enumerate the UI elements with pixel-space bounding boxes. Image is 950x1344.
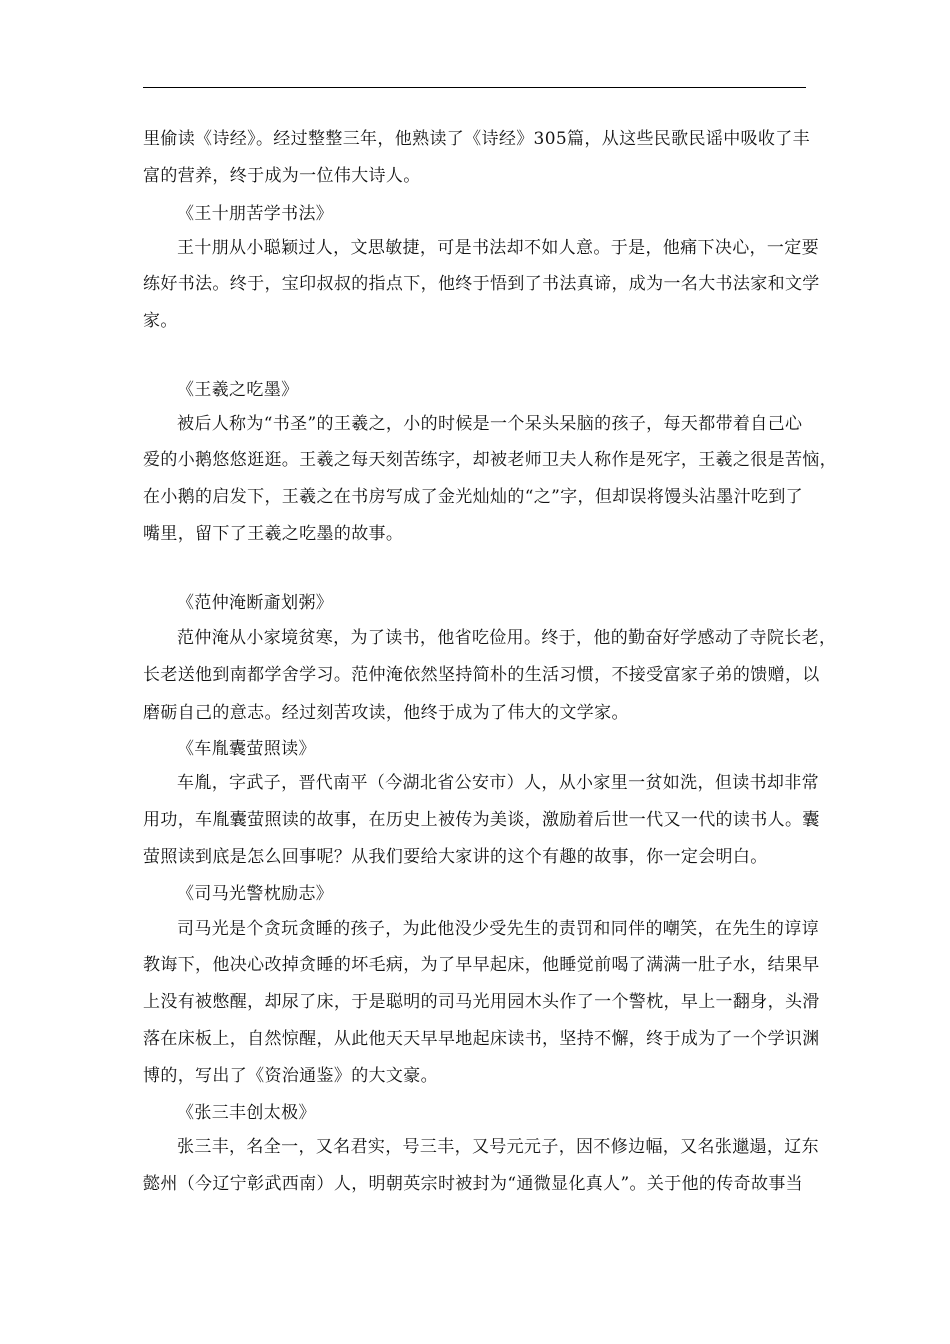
story-title: 《范仲淹断齑划粥》 [177, 593, 334, 613]
paragraph-line: 练好书法。终于，宝印叔叔的指点下，他终于悟到了书法真谛，成为一名大书法家和文学 [143, 274, 820, 294]
paragraph-line: 里偷读《诗经》。经过整整三年，他熟读了《诗经》305篇，从这些民歌民谣中吸收了丰 [143, 129, 810, 149]
paragraph-line: 王十朋从小聪颖过人，文思敏捷，可是书法却不如人意。于是，他痛下决心，一定要 [177, 238, 819, 258]
paragraph-line: 张三丰，名全一，又名君实，号三丰，又号元元子，因不修边幅，又名张邋遢，辽东 [177, 1137, 819, 1157]
paragraph-line: 司马光是个贪玩贪睡的孩子，为此他没少受先生的责罚和同伴的嘲笑，在先生的谆谆 [177, 919, 819, 939]
paragraph-line: 被后人称为“书圣”的王羲之，小的时候是一个呆头呆脑的孩子，每天都带着自己心 [177, 414, 803, 434]
story-title: 《王十朋苦学书法》 [177, 204, 334, 224]
paragraph-line: 在小鹅的启发下，王羲之在书房写成了金光灿灿的“之”字，但却误将馒头沾墨汁吃到了 [143, 487, 804, 507]
paragraph-line: 落在床板上，自然惊醒，从此他天天早早地起床读书，坚持不懈，终于成为了一个学识渊 [143, 1029, 820, 1049]
story-title: 《车胤囊萤照读》 [177, 739, 316, 759]
paragraph-line: 爱的小鹅悠悠逛逛。王羲之每天刻苦练字，却被老师卫夫人称作是死字，王羲之很是苦恼， [143, 450, 837, 470]
paragraph-line: 富的营养，终于成为一位伟大诗人。 [143, 166, 421, 186]
paragraph-line: 家。 [143, 311, 178, 331]
paragraph-line: 长老送他到南都学舍学习。范仲淹依然坚持简朴的生活习惯，不接受富家子弟的馈赠，以 [143, 665, 820, 685]
paragraph-line: 嘴里，留下了王羲之吃墨的故事。 [143, 524, 404, 544]
story-title: 《王羲之吃墨》 [177, 380, 299, 400]
paragraph-line: 博的，写出了《资治通鉴》的大文豪。 [143, 1066, 438, 1086]
paragraph-line: 上没有被憋醒，却尿了床，于是聪明的司马光用园木头作了一个警枕，早上一翻身，头滑 [143, 992, 820, 1012]
paragraph-line: 范仲淹从小家境贫寒，为了读书，他省吃俭用。终于，他的勤奋好学感动了寺院长老， [177, 628, 837, 648]
paragraph-line: 车胤，字武子，晋代南平（今湖北省公安市）人，从小家里一贫如洗，但读书却非常 [177, 773, 819, 793]
paragraph-line: 用功，车胤囊萤照读的故事，在历史上被传为美谈，激励着后世一代又一代的读书人。囊 [143, 810, 820, 830]
paragraph-line: 懿州（今辽宁彰武西南）人，明朝英宗时被封为“通微显化真人”。关于他的传奇故事当 [143, 1174, 804, 1194]
header-rule [143, 87, 806, 88]
paragraph-line: 萤照读到底是怎么回事呢？从我们要给大家讲的这个有趣的故事，你一定会明白。 [143, 847, 768, 867]
paragraph-line: 教诲下，他决心改掉贪睡的坏毛病，为了早早起床，他睡觉前喝了满满一肚子水，结果早 [143, 955, 820, 975]
story-title: 《张三丰创太极》 [177, 1103, 316, 1123]
story-title: 《司马光警枕励志》 [177, 884, 334, 904]
paragraph-line: 磨砺自己的意志。经过刻苦攻读，他终于成为了伟大的文学家。 [143, 703, 629, 723]
